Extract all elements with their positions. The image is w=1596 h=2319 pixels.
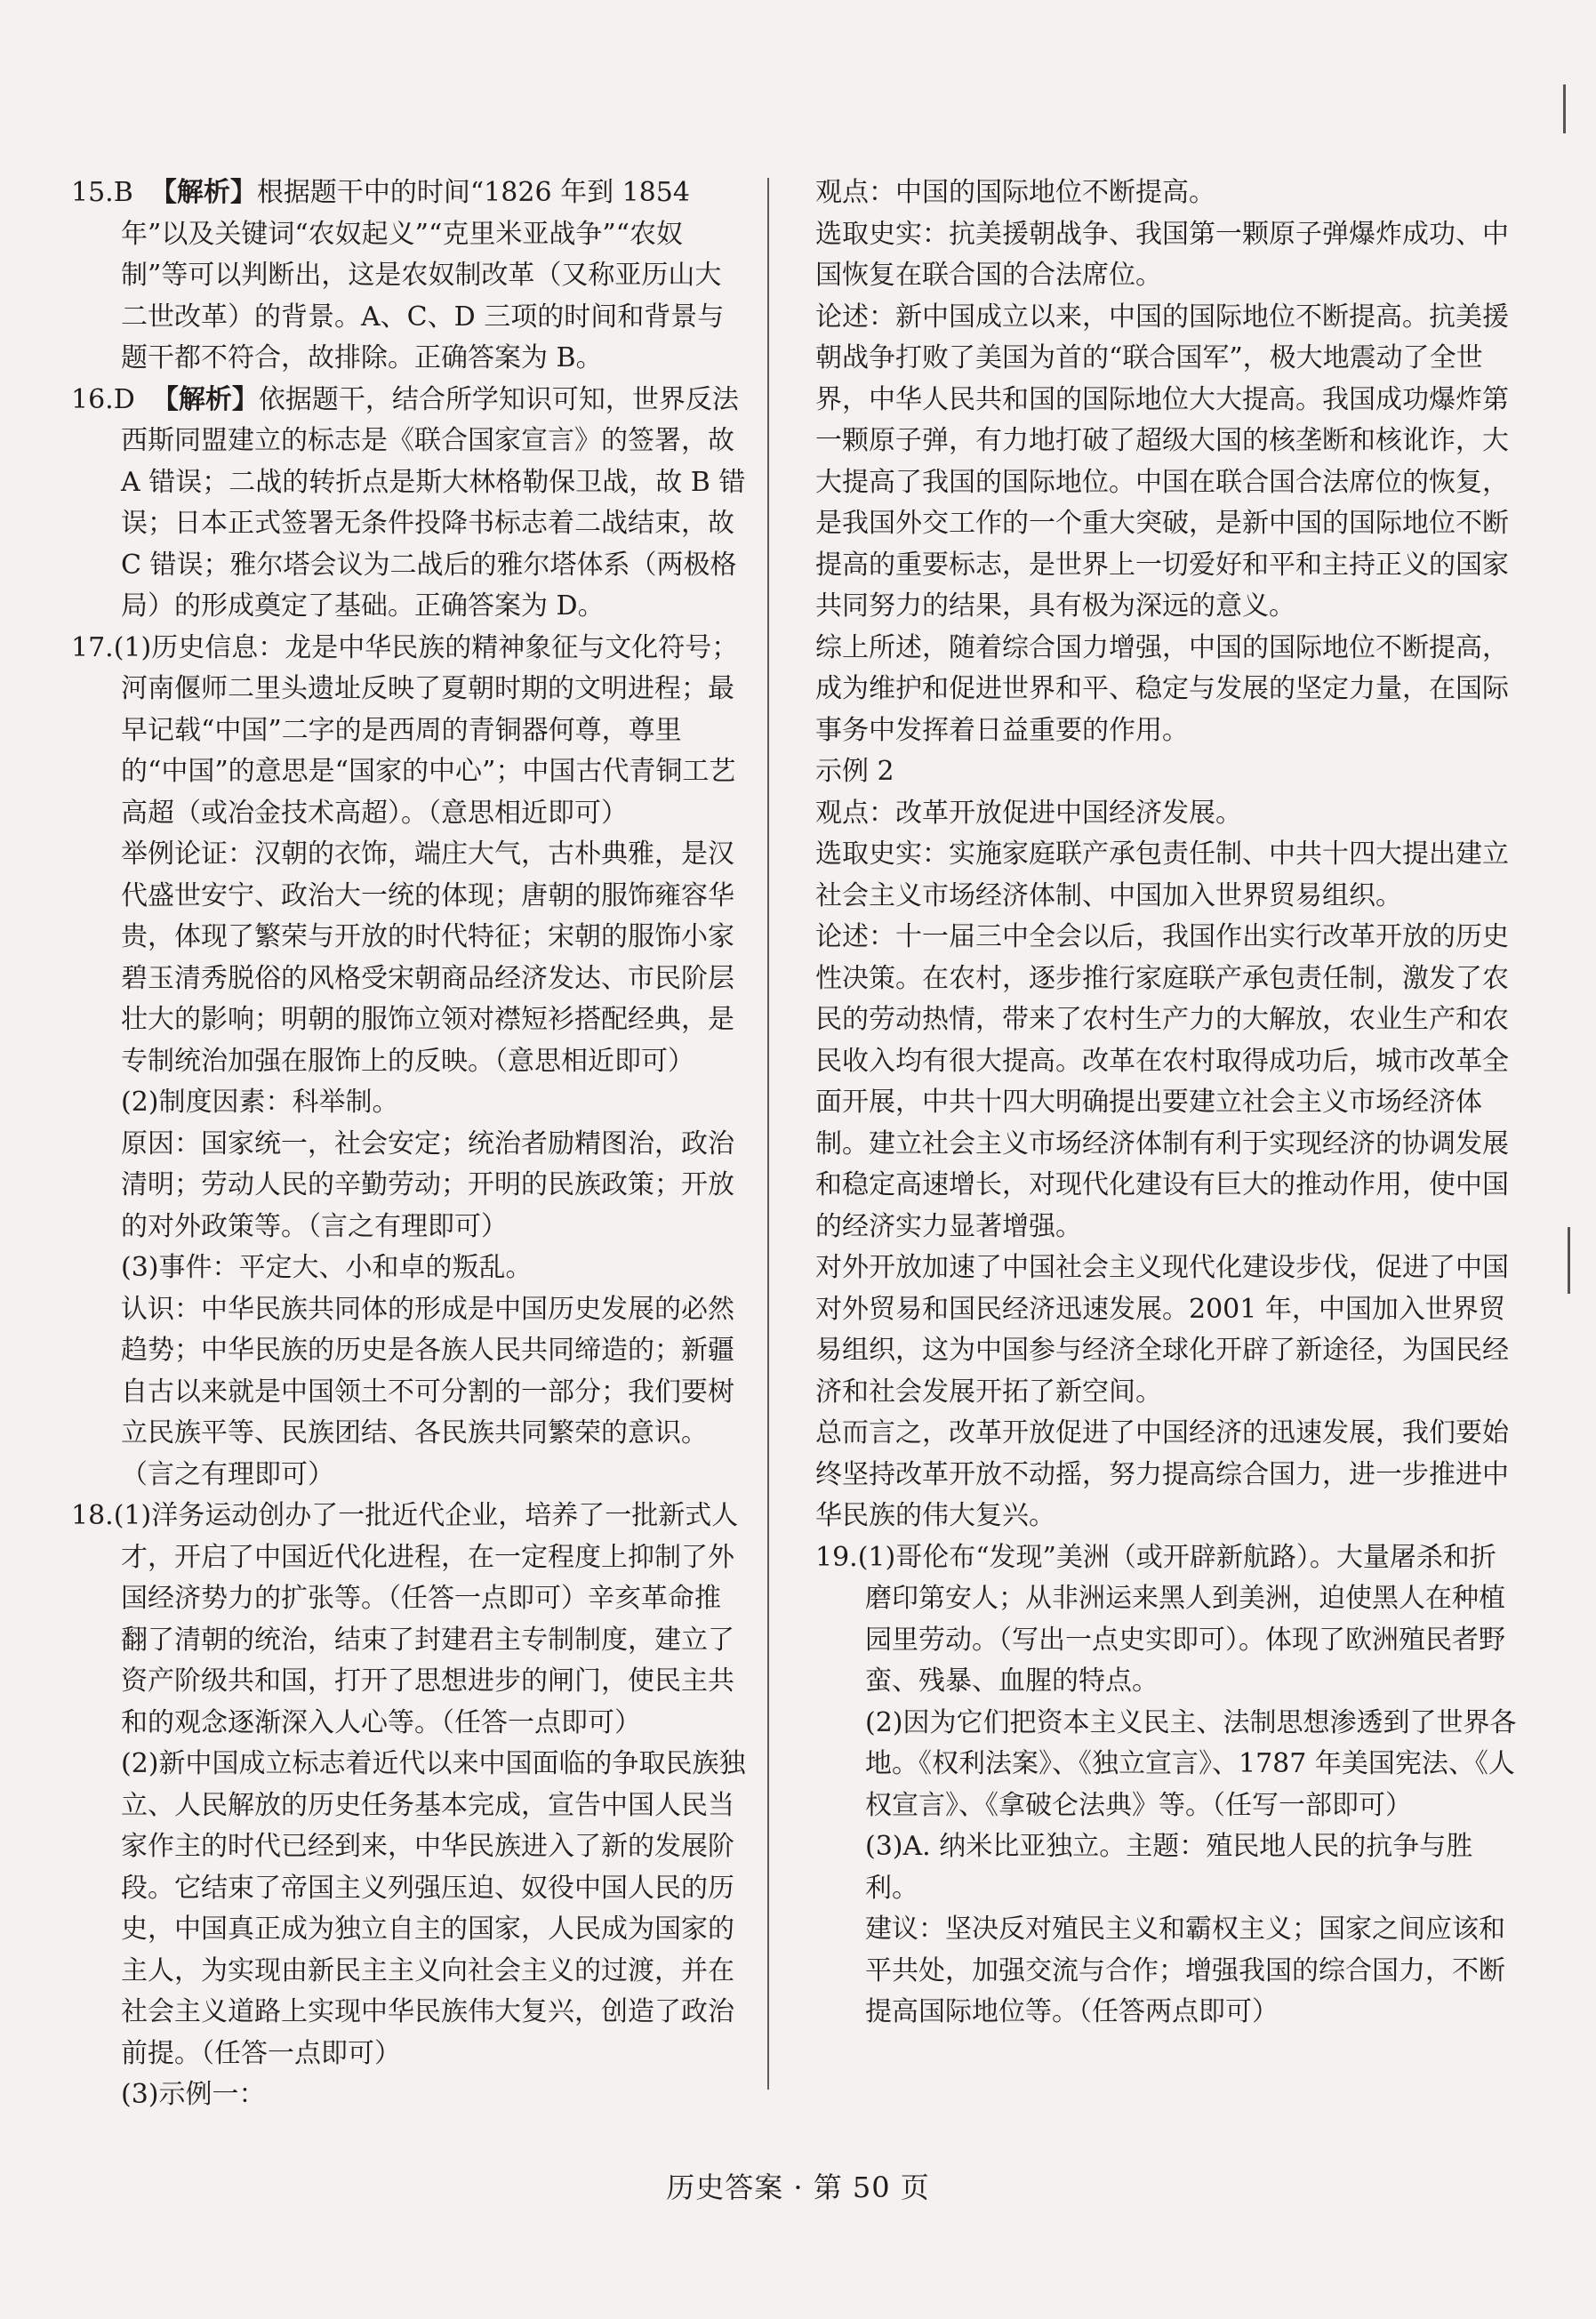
question-15 <box>71 173 747 380</box>
answer-paragraph: 建议：坚决反对殖民主义和霸权主义；国家之间应该和平共处，加强交流与合作；增强我国的综合国力，不断提高国际地位等。（任答两点即可） <box>865 1914 1505 2027</box>
scan-edge-mark <box>1563 84 1566 133</box>
example-label: 示例 2 <box>815 756 894 787</box>
right-column <box>815 173 1518 2034</box>
answer-paragraph: 原因：国家统一，社会安定；统治者励精图治，政治清明；劳动人民的辛勤劳动；开明的民族政策；开放的对外政策等。（言之有理即可） <box>121 1127 734 1242</box>
left-column <box>71 173 747 2116</box>
answer-paragraph: 认识：中华民族共同体的形成是中国历史发展的必然趋势；中华民族的历史是各族人民共同缔造的；新疆自古以来就是中国领土不可分割的一部分；我们要树立民族平等、民族团结、各民族共同繁荣的意识。（言之有理即可） <box>121 1293 734 1490</box>
question-number: 17. <box>71 631 114 663</box>
question-number: 15. <box>71 177 114 208</box>
answer-paragraph: (1)历史信息：龙是中华民族的精神象征与文化符号；河南偃师二里头遗址反映了夏朝时期的文明进程；最早记载“中国”二字的是西周的青铜器何尊，尊里的“中国”的意思是“国家的中心”；中国古代青铜工艺高超（或冶金技术高超）。（意思相近即可） <box>113 631 739 829</box>
question-19 <box>815 1537 1518 2034</box>
answer-letter: B <box>113 177 133 208</box>
example-2 <box>815 751 1518 1537</box>
analysis-text: 根据题干中的时间“1826 年到 1854 年”以及关键词“农奴起义”“克里米亚战争”“农奴制”等可以判断出，这是农奴制改革（又称亚历山大二世改革）的背景。A、C、D 三项的时间和背景与题干都不符合，故排除。正确答案为 B。 <box>121 177 725 373</box>
answer-paragraph: (1)洋务运动创办了一批近代企业，培养了一批新式人才，开启了中国近代化进程，在一定程度上抑制了外国经济势力的扩张等。（任答一点即可）辛亥革命推翻了清朝的统治，结束了封建君主专制制度，建立了资产阶级共和国，打开了思想进步的闸门，使民主共和的观念逐渐深入人心等。（任答一点即可） <box>113 1500 739 1738</box>
selected-facts: 选取史实：抗美援朝战争、我国第一颗原子弹爆炸成功、中国恢复在联合国的合法席位。 <box>815 218 1509 291</box>
answer-paragraph: (2)新中国成立标志着近代以来中国面临的争取民族独立、人民解放的历史任务基本完成，宣告中国人民当家作主的时代已经到来，中华民族进入了新的发展阶段。它结束了帝国主义列强压迫、奴役中国人民的历史，中国真正成为独立自主的国家，人民成为国家的主人，为实现由新民主主义向社会主义的过渡，并在社会主义道路上实现中华民族伟大复兴，创造了政治前提。（任答一点即可） <box>121 1748 746 2069</box>
answer-paragraph: (3)A. 纳米比亚独立。主题：殖民地人民的抗争与胜利。 <box>865 1831 1473 1904</box>
question-17 <box>71 628 747 1497</box>
viewpoint: 观点：改革开放促进中国经济发展。 <box>815 797 1242 829</box>
question-number: 16. <box>71 383 114 415</box>
viewpoint: 观点：中国的国际地位不断提高。 <box>815 177 1215 208</box>
analysis-tag: 【解析】 <box>149 177 257 208</box>
answer-paragraph: 举例论证：汉朝的衣饰，端庄大气，古朴典雅，是汉代盛世安宁、政治大一统的体现；唐朝的服饰雍容华贵，体现了繁荣与开放的时代特征；宋朝的服饰小家碧玉清秀脱俗的风格受宋朝商品经济发达、市民阶层壮大的影响；明朝的服饰立领对襟短衫搭配经典，是专制统治加强在服饰上的反映。（意思相近即可） <box>121 839 734 1077</box>
argument: 对外开放加速了中国社会主义现代化建设步伐，促进了中国对外贸易和国民经济迅速发展。2001 年，中国加入世界贸易组织，这为中国参与经济全球化开辟了新途径，为国民经济和社会发展开拓了新空间。 <box>815 1252 1509 1408</box>
answer-paragraph: (3)事件：平定大、小和卓的叛乱。 <box>121 1252 533 1283</box>
answer-paragraph: (3)示例一： <box>121 2079 266 2110</box>
example-1 <box>815 173 1518 751</box>
argument: 论述：十一届三中全会以后，我国作出实行改革开放的历史性决策。在农村，逐步推行家庭联产承包责任制，激发了农民的劳动热情，带来了农村生产力的大解放，农业生产和农民收入均有很大提高。改革在农村取得成功后，城市改革全面开展，中共十四大明确提出要建立社会主义市场经济体制。建立社会主义市场经济体制有利于实现经济的协调发展和稳定高速增长，对现代化建设有巨大的推动作用，使中国的经济实力显著增强。 <box>815 921 1509 1242</box>
question-number: 18. <box>71 1500 114 1531</box>
argument: 论述：新中国成立以来，中国的国际地位不断提高。抗美援朝战争打败了美国为首的“联合国军”，极大地震动了全世界，中华人民共和国的国际地位大大提高。我国成功爆炸第一颗原子弹，有力地打破了超级大国的核垄断和核讹诈，大大提高了我国的国际地位。中国在联合国合法席位的恢复，是我国外交工作的一个重大突破，是新中国的国际地位不断提高的重要标志，是世界上一切爱好和平和主持正义的国家共同努力的结果，具有极为深远的意义。 <box>815 301 1509 622</box>
summary: 综上所述，随着综合国力增强，中国的国际地位不断提高，成为维护和促进世界和平、稳定与发展的坚定力量，在国际事务中发挥着日益重要的作用。 <box>815 631 1509 746</box>
summary: 总而言之，改革开放促进了中国经济的迅速发展，我们要始终坚持改革开放不动摇，努力提高综合国力，进一步推进中华民族的伟大复兴。 <box>815 1417 1509 1531</box>
answer-paragraph: (2)制度因素：科举制。 <box>121 1087 399 1118</box>
selected-facts: 选取史实：实施家庭联产承包责任制、中共十四大提出建立社会主义市场经济体制、中国加入世界贸易组织。 <box>815 839 1509 911</box>
answer-paragraph: (2)因为它们把资本主义民主、法制思想渗透到了世界各地。《权利法案》、《独立宣言》、1787 年美国宪法、《人权宣言》、《拿破仑法典》等。（任写一部即可） <box>865 1706 1517 1821</box>
page-footer: 历史答案 · 第 50 页 <box>666 2171 930 2204</box>
answer-paragraph: (1)哥伦布“发现”美洲（或开辟新航路）。大量屠杀和折磨印第安人；从非洲运来黑人到美洲，迫使黑人在种植园里劳动。（写出一点史实即可）。体现了欧洲殖民者野蛮、残暴、血腥的特点。 <box>857 1541 1505 1697</box>
answer-letter: D <box>113 383 135 415</box>
scan-edge-mark <box>1568 1227 1570 1294</box>
analysis-text: 依据题干，结合所学知识可知，世界反法西斯同盟建立的标志是《联合国家宣言》的签署，故 A 错误；二战的转折点是斯大林格勒保卫战，故 B 错误；日本正式签署无条件投降书标志着二战结束，故 C 错误；雅尔塔会议为二战后的雅尔塔体系（两极格局）的形成奠定了基础。正确答案为 D。 <box>121 383 746 622</box>
column-divider <box>767 178 769 2090</box>
analysis-tag: 【解析】 <box>151 383 259 415</box>
question-18 <box>71 1496 747 2116</box>
question-number: 19. <box>815 1541 858 1573</box>
question-16 <box>71 380 747 628</box>
